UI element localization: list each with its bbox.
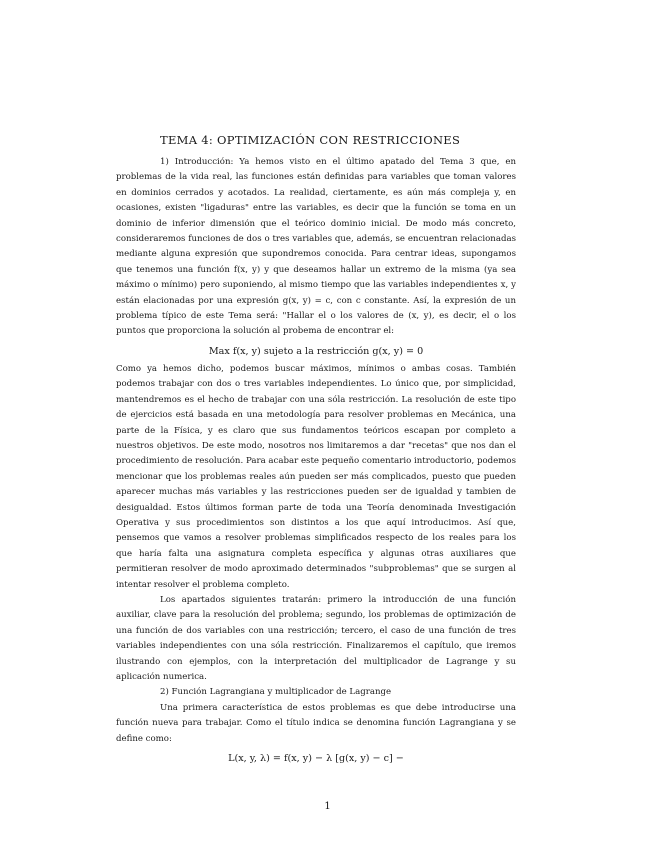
page-number: 1 (324, 801, 331, 812)
methodology-paragraph: Como ya hemos dicho, podemos buscar máximos, mínimos o ambas cosas. También podemos trabajar con dos o tres variables independientes. Lo único que, por simplicidad, mantendremos es el hecho de trabajar con una sóla restricción. La resolución de este tipo de ejercicios está basada en una metodología para resolver problemas en Mecánica, una parte de la Física, y es claro que sus fundamentos teóricos escapan por completo a nuestros objetivos. De este modo, nosotros nos limitaremos a dar "recetas" que nos dan el procedimiento de resolución. Para acabar este pequeño comentario introductorio, podemos mencionar que los problemas reales aún pueden ser más complicados, puesto que pueden aparecer muchas más variables y las restricciones pueden ser de igualdad y tambien de desigualdad. Estos últimos forman parte de toda una Teoría denominada Investigación Operativa y sus procedimientos son distintos a los que aquí introducimos. Así que, pensemos que vamos a resolver problemas simplificados respecto de los reales para los que haría falta una asignatura completa específica y algunas otras auxiliares que permitieran resolver de modo aproximado determinados "subproblemas" que se surgen al intentar resolver el problema completo. (116, 363, 516, 590)
body-text (116, 155, 516, 769)
optimization-equation: Max f(x, y) sujeto a la restricción g(x, y) = 0 (208, 345, 424, 357)
introduction-paragraph: 1) Introducción: Ya hemos visto en el último apatado del Tema 3 que, en problemas de la vida real, las funciones están definidas para variables que toman valores en dominios cerrados y acotados. La realidad, ciertamente, es aún más compleja y, en ocasiones, existen "ligaduras" entre las variables, es decir que la función se toma en un dominio de inferior dimensión que el teórico dominio inicial. De modo más concreto, consideraremos funciones de dos o tres variables que, además, se encuentran relacionadas mediante alguna expresión que supondremos conocida. Para centrar ideas, supongamos que tenemos una función f(x, y) y que deseamos hallar un extremo de la misma (ya sea máximo o mínimo) pero suponiendo, al mismo tiempo que las variables independientes x, y están elacionadas por una expresión g(x, y) = c, con c constante. Así, la expresión de un problema típico de este Tema será: "Hallar el o los valores de (x, y), es decir, el o los puntos que proporciona la solución al probema de encontrar el: (116, 157, 516, 337)
section-heading-lagrange: 2) Función Lagrangiana y multiplicador de Lagrange (160, 687, 392, 698)
outline-paragraph: Los apartados siguientes tratarán: primero la introducción de una función auxiliar, clave para la resolución del problema; segundo, los problemas de optimización de una función de dos variables con una restricción; tercero, el caso de una función de tres variables independientes con una sóla restricción. Finalizaremos el capítulo, que iremos ilustrando con ejemplos, con la interpretación del multiplicador de Lagrange y su aplicación numerica. (116, 594, 516, 682)
lagrangian-equation: L(x, y, λ) = f(x, y) − λ [g(x, y) − c] − (228, 753, 404, 765)
lagrangian-paragraph: Una primera característica de estos problemas es que debe introducirse una función nueva para trabajar. Como el título indica se denomina función Lagrangiana y se define como: (116, 702, 516, 744)
chapter-title: TEMA 4: OPTIMIZACIÓN CON RESTRICCIONES (160, 133, 461, 147)
